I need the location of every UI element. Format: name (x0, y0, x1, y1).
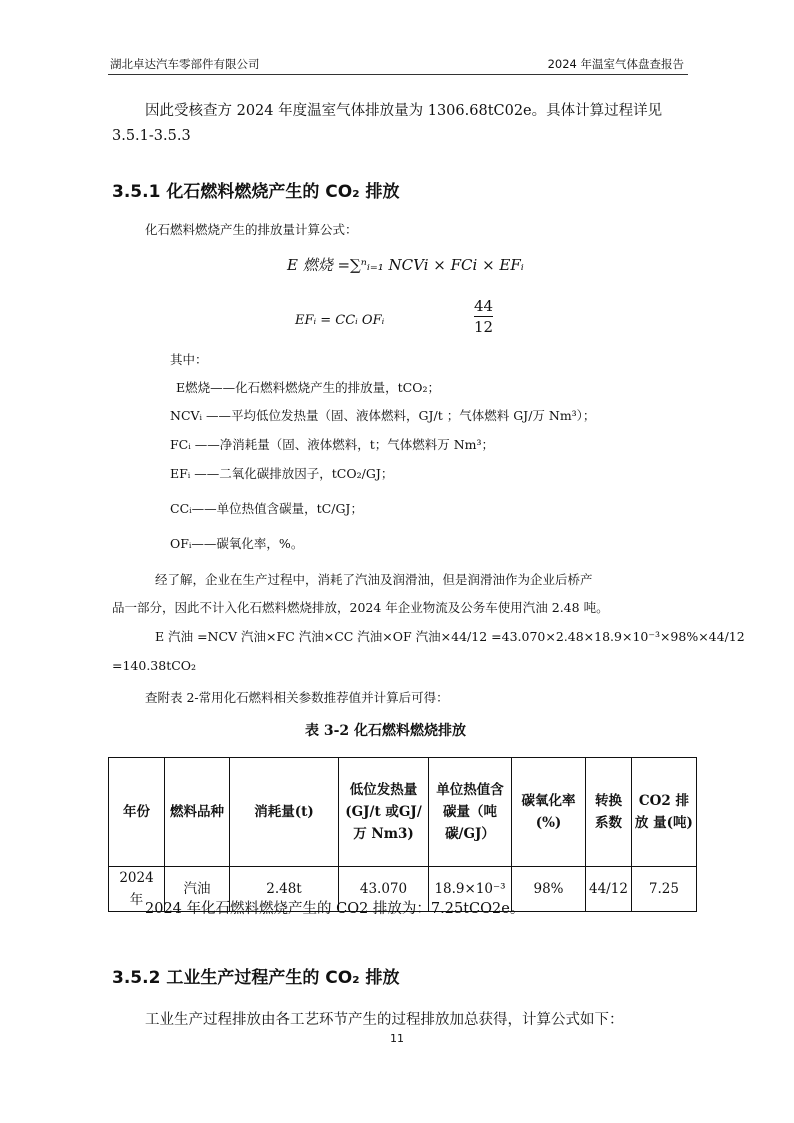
denominator: 12 (474, 318, 494, 336)
paragraph: 工业生产过程排放由各工艺环节产生的过程排放加总获得，计算公式如下： (145, 1012, 624, 1028)
definition: E燃烧——化石燃料燃烧产生的排放量，tCO₂； (176, 380, 440, 395)
cell: 2.48t (230, 867, 339, 912)
header-rule (108, 74, 688, 75)
fraction (474, 296, 493, 337)
header-cell: 低位发热量 (GJ/t 或GJ/ 万 Nm3) (339, 758, 429, 867)
definition: FCᵢ ——净消耗量（固、液体燃料，t；气体燃料万 Nm³； (170, 437, 495, 452)
calculation: E 汽油 =NCV 汽油×FC 汽油×CC 汽油×OF 汽油×44/12 =43.070×2.48×18.9×10⁻³×98%×44/12 (155, 629, 745, 644)
definition: OFᵢ——碳氧化率，%。 (170, 536, 304, 551)
calculation-result: =140.38tCO₂ (112, 658, 197, 673)
cell: 43.070 (339, 867, 429, 912)
cell: 汽油 (165, 867, 230, 912)
paragraph: 化石燃料燃烧产生的排放量计算公式： (145, 222, 358, 237)
formula: EFᵢ = CCᵢ OFᵢ (295, 313, 385, 328)
definition: NCVᵢ ——平均低位发热量（固、液体燃料，GJ/t ；气体燃料 GJ/万 Nm³）； (170, 408, 596, 423)
numerator: 44 (474, 297, 494, 315)
cell: 2024 年 (109, 867, 165, 912)
paragraph: 品一部分，因此不计入化石燃料燃烧排放，2024 年企业物流及公务车使用汽油 2.48 吨。 (112, 600, 609, 615)
formula: E 燃烧 =∑ⁿᵢ₌₁ NCVi × FCi × EFᵢ (287, 256, 524, 274)
cell: 7.25 (631, 867, 696, 912)
header-cell: 燃料品种 (165, 758, 230, 867)
header-cell: 单位热值含碳量（吨碳/GJ） (429, 758, 512, 867)
paragraph: 2024 年化石燃料燃烧产生的 CO2 排放为：7.25tCO2e。 (145, 901, 525, 917)
header-report-title: 2024 年温室气体盘查报告 (547, 57, 684, 71)
table-header-row (109, 758, 697, 867)
table-caption: 表 3-2 化石燃料燃烧排放 (305, 723, 467, 739)
header-cell: 转换系数 (586, 758, 632, 867)
section-heading: 3.5.1 化石燃料燃烧产生的 CO₂ 排放 (112, 182, 400, 202)
cell: 98% (512, 867, 586, 912)
cell: 18.9×10⁻³ (429, 867, 512, 912)
header-company: 湖北卓达汽车零部件有限公司 (110, 57, 260, 71)
header-cell: CO2 排放 量(吨) (631, 758, 696, 867)
definition: CCᵢ——单位热值含碳量，tC/GJ； (170, 501, 363, 516)
paragraph: 因此受核查方 2024 年度温室气体排放量为 1306.68tC02e。具体计算过程详见 (145, 103, 663, 119)
cell: 44/12 (586, 867, 632, 912)
definition: EFᵢ ——二氧化碳排放因子，tCO₂/GJ； (170, 466, 394, 481)
header-cell: 碳氧化率(%) (512, 758, 586, 867)
header-cell: 消耗量(t) (230, 758, 339, 867)
header-cell: 年份 (109, 758, 165, 867)
paragraph: 经了解，企业在生产过程中，消耗了汽油及润滑油，但是润滑油作为企业后桥产 (155, 572, 593, 587)
paragraph: 3.5.1-3.5.3 (112, 128, 191, 144)
label: 其中： (170, 352, 208, 367)
section-heading: 3.5.2 工业生产过程产生的 CO₂ 排放 (112, 968, 400, 988)
paragraph: 查附表 2-常用化石燃料相关参数推荐值并计算后可得： (145, 690, 449, 705)
emissions-table (108, 757, 697, 912)
page-number: 11 (390, 1032, 404, 1045)
